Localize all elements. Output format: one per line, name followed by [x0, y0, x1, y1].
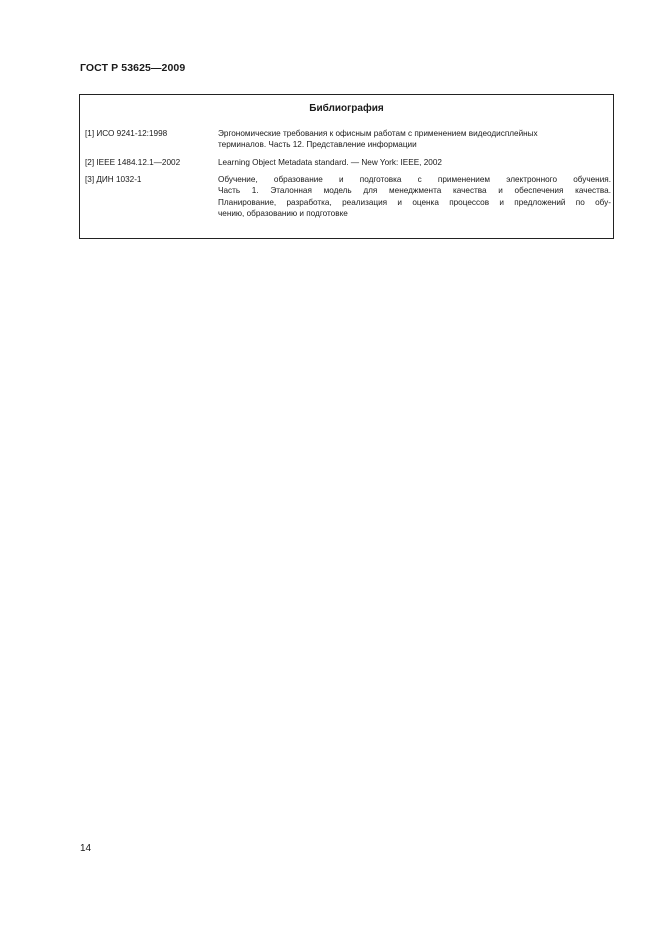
entry-line: Эргономические требования к офисным работам с применением видеодисплейных [218, 129, 538, 138]
entry-line: терминалов. Часть 12. Представление информации [218, 140, 417, 150]
bibliography-entry-text [218, 157, 611, 168]
page-number: 14 [80, 843, 92, 854]
document-code-header: ГОСТ Р 53625—2009 [80, 62, 186, 74]
bibliography-entry-ref: [1] ИСО 9241-12:1998 [85, 129, 168, 138]
bibliography-entry-ref: [3] ДИН 1032-1 [85, 175, 142, 184]
bibliography-entry-ref: [2] IEEE 1484.12.1—2002 [85, 158, 181, 167]
bibliography-box [79, 94, 614, 239]
bibliography-title: Библиография [309, 103, 384, 114]
bibliography-entry-text [218, 174, 611, 220]
bibliography-entry-text [218, 128, 611, 151]
entry-line: Часть 1. Эталонная модель для менеджмента качества и обеспечения качества. [218, 186, 611, 196]
entry-line: Learning Object Metadata standard. — New York: IEEE, 2002 [218, 158, 442, 167]
entry-line: чению, образованию и подготовке [218, 209, 348, 219]
entry-line: Обучение, образование и подготовка с применением электронного обучения. [218, 175, 611, 184]
entry-line: Планирование, разработка, реализация и оценка процессов и предложений по обу- [218, 197, 611, 207]
